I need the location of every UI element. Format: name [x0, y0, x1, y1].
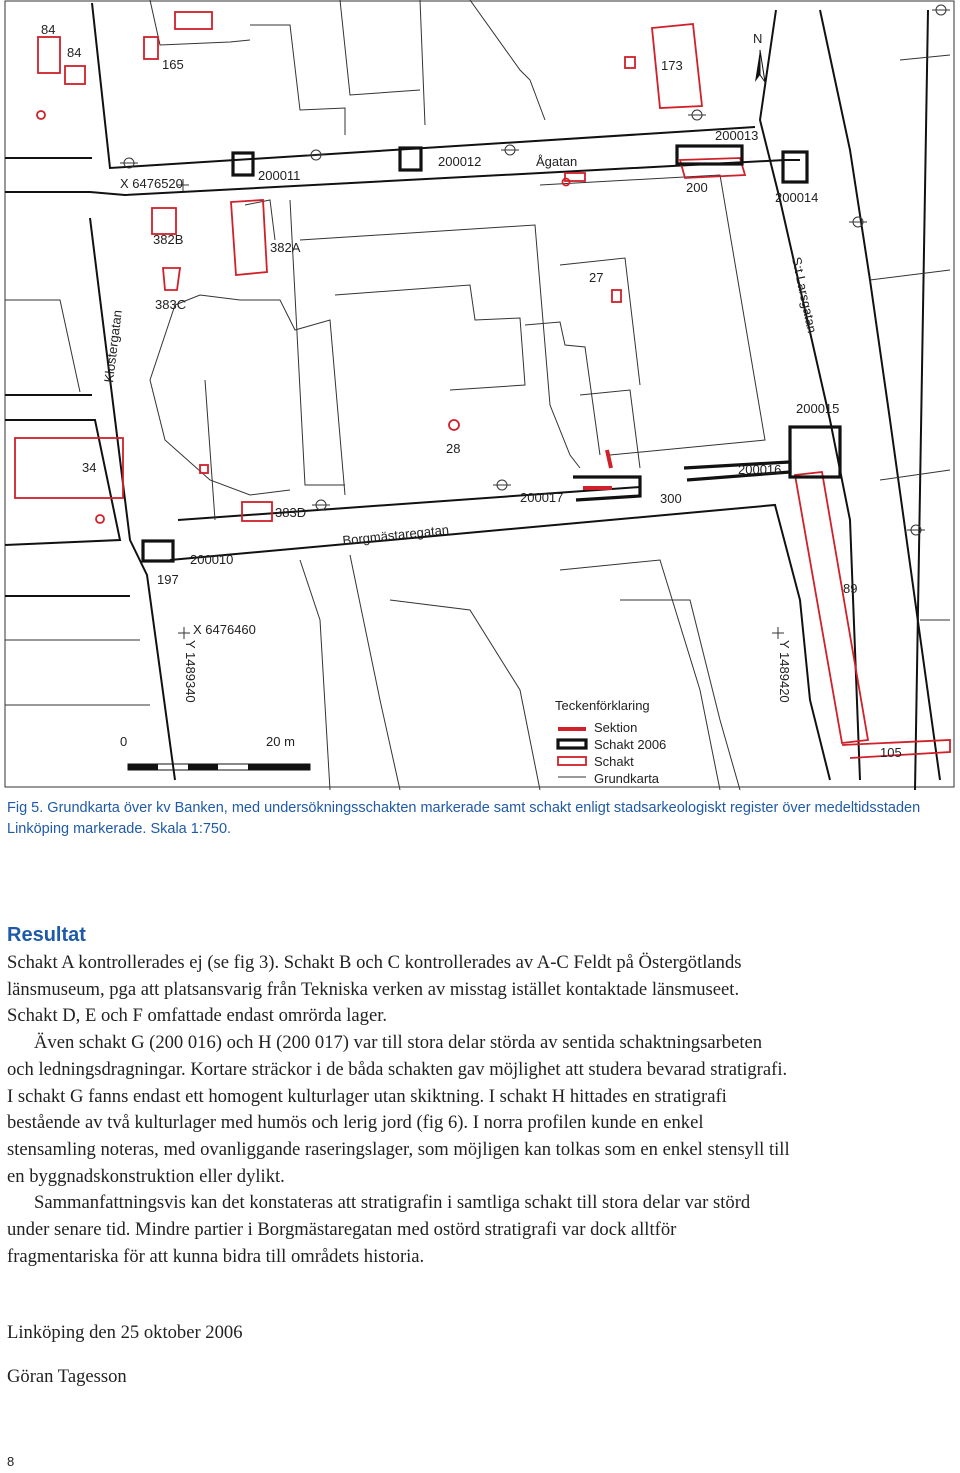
coord-y1489420: Y 1489420 — [777, 640, 792, 703]
scale-bar — [128, 764, 310, 770]
paragraph: Sammanfattningsvis kan det konstateras att stratigrafin i samtliga schakt till stora delar var störd under senare tid. Mindre partier i Borgmästaregatan med ostörd stratigrafi var dock alltför fragmentariska för att kunna bidra till områdets historia. — [7, 1192, 751, 1267]
north-arrow-icon — [755, 50, 765, 82]
label-382b: 382B — [153, 232, 184, 247]
figure-caption: Fig 5. Grundkarta över kv Banken, med undersökningsschakten markerade samt schakt enligt stadsarkeologiskt register över medeltidsstaden Linköping markerade. Skala 1:750. — [7, 800, 921, 837]
street-borgmastaregatan: Borgmästaregatan — [341, 521, 450, 548]
survey-markers — [120, 5, 950, 639]
label-300: 300 — [660, 491, 682, 506]
legend-schakt: Schakt — [594, 754, 634, 769]
label-382a: 382A — [270, 240, 301, 255]
paragraph: Även schakt G (200 016) och H (200 017) var till stora delar störda av sentida schaktningsarbeten och ledningsdragningar. Kortare sträckor i de båda schakten gav möjlighet att studera bevarad stratigrafi. I schakt G fanns endast ett homogent kulturlager utan skiktning. I schakt H hittades en stratigrafi bestående av två kulturlager med humös och lerig jord (fig 6). I norra profilen kunde en enkel stensamling noteras, med ovanliggande raseringslager, som möjligen kan tolkas som en enkel stensyll till en byggnadskonstruktion eller dylikt. — [7, 1032, 790, 1187]
legend-schakt-2006: Schakt 2006 — [594, 737, 667, 752]
author-name: Göran Tagesson — [7, 1366, 127, 1387]
street-lines — [5, 3, 940, 790]
coord-x6476460: X 6476460 — [193, 622, 256, 637]
page-number: 8 — [7, 1454, 15, 1469]
label-200014: 200014 — [775, 190, 819, 205]
label-27: 27 — [589, 270, 604, 285]
trenches-2006 — [143, 146, 840, 561]
coord-x6476520: X 6476520 — [120, 176, 183, 191]
label-200011: 200011 — [258, 168, 301, 183]
label-383c: 383C — [155, 297, 187, 312]
label-28: 28 — [446, 441, 461, 456]
map-labels — [41, 22, 902, 760]
scale-label-0: 0 — [120, 734, 128, 749]
legend — [555, 698, 666, 786]
label-200017: 200017 — [520, 490, 564, 505]
label-173: 173 — [661, 58, 683, 73]
label-200013: 200013 — [715, 128, 759, 143]
label-84b: 84 — [67, 45, 82, 60]
place-date: Linköping den 25 oktober 2006 — [7, 1322, 243, 1343]
label-84a: 84 — [41, 22, 56, 37]
register-trenches — [15, 12, 950, 758]
street-agatan: Ågatan — [536, 154, 578, 169]
label-200012: 200012 — [438, 154, 482, 169]
label-105: 105 — [880, 745, 902, 760]
label-197: 197 — [157, 572, 179, 587]
label-165: 165 — [162, 57, 184, 72]
legend-grundkarta: Grundkarta — [594, 771, 660, 786]
legend-sektion: Sektion — [594, 720, 638, 735]
label-200010: 200010 — [190, 552, 234, 567]
label-200016: 200016 — [738, 462, 782, 477]
scale-label-20m: 20 m — [266, 734, 295, 749]
street-st-larsgatan: S:t Larsgatan — [789, 255, 820, 335]
section-title: Resultat — [7, 924, 86, 946]
street-klostergatan: Klostergatan — [101, 309, 125, 384]
label-north: N — [753, 31, 763, 46]
building-outlines — [5, 0, 950, 790]
body-text — [7, 950, 792, 1270]
coord-y1489340: Y 1489340 — [183, 640, 198, 703]
map-frame — [5, 1, 954, 787]
label-200015: 200015 — [796, 401, 840, 416]
label-200: 200 — [686, 180, 708, 195]
paragraph: Schakt A kontrollerades ej (se fig 3). Schakt B och C kontrollerades av A-C Feldt på Östergötlands länsmuseum, pga att platsansvarig från Tekniska verken av misstag istället kontaktade länsmuseet. Schakt D, E och F omfattade endast omrörda lager. — [7, 952, 742, 1027]
legend-title: Teckenförklaring — [555, 698, 650, 713]
label-383d: 383D — [275, 505, 307, 520]
legend-symbols — [558, 729, 586, 777]
label-89: 89 — [843, 581, 858, 596]
label-34: 34 — [82, 460, 97, 475]
